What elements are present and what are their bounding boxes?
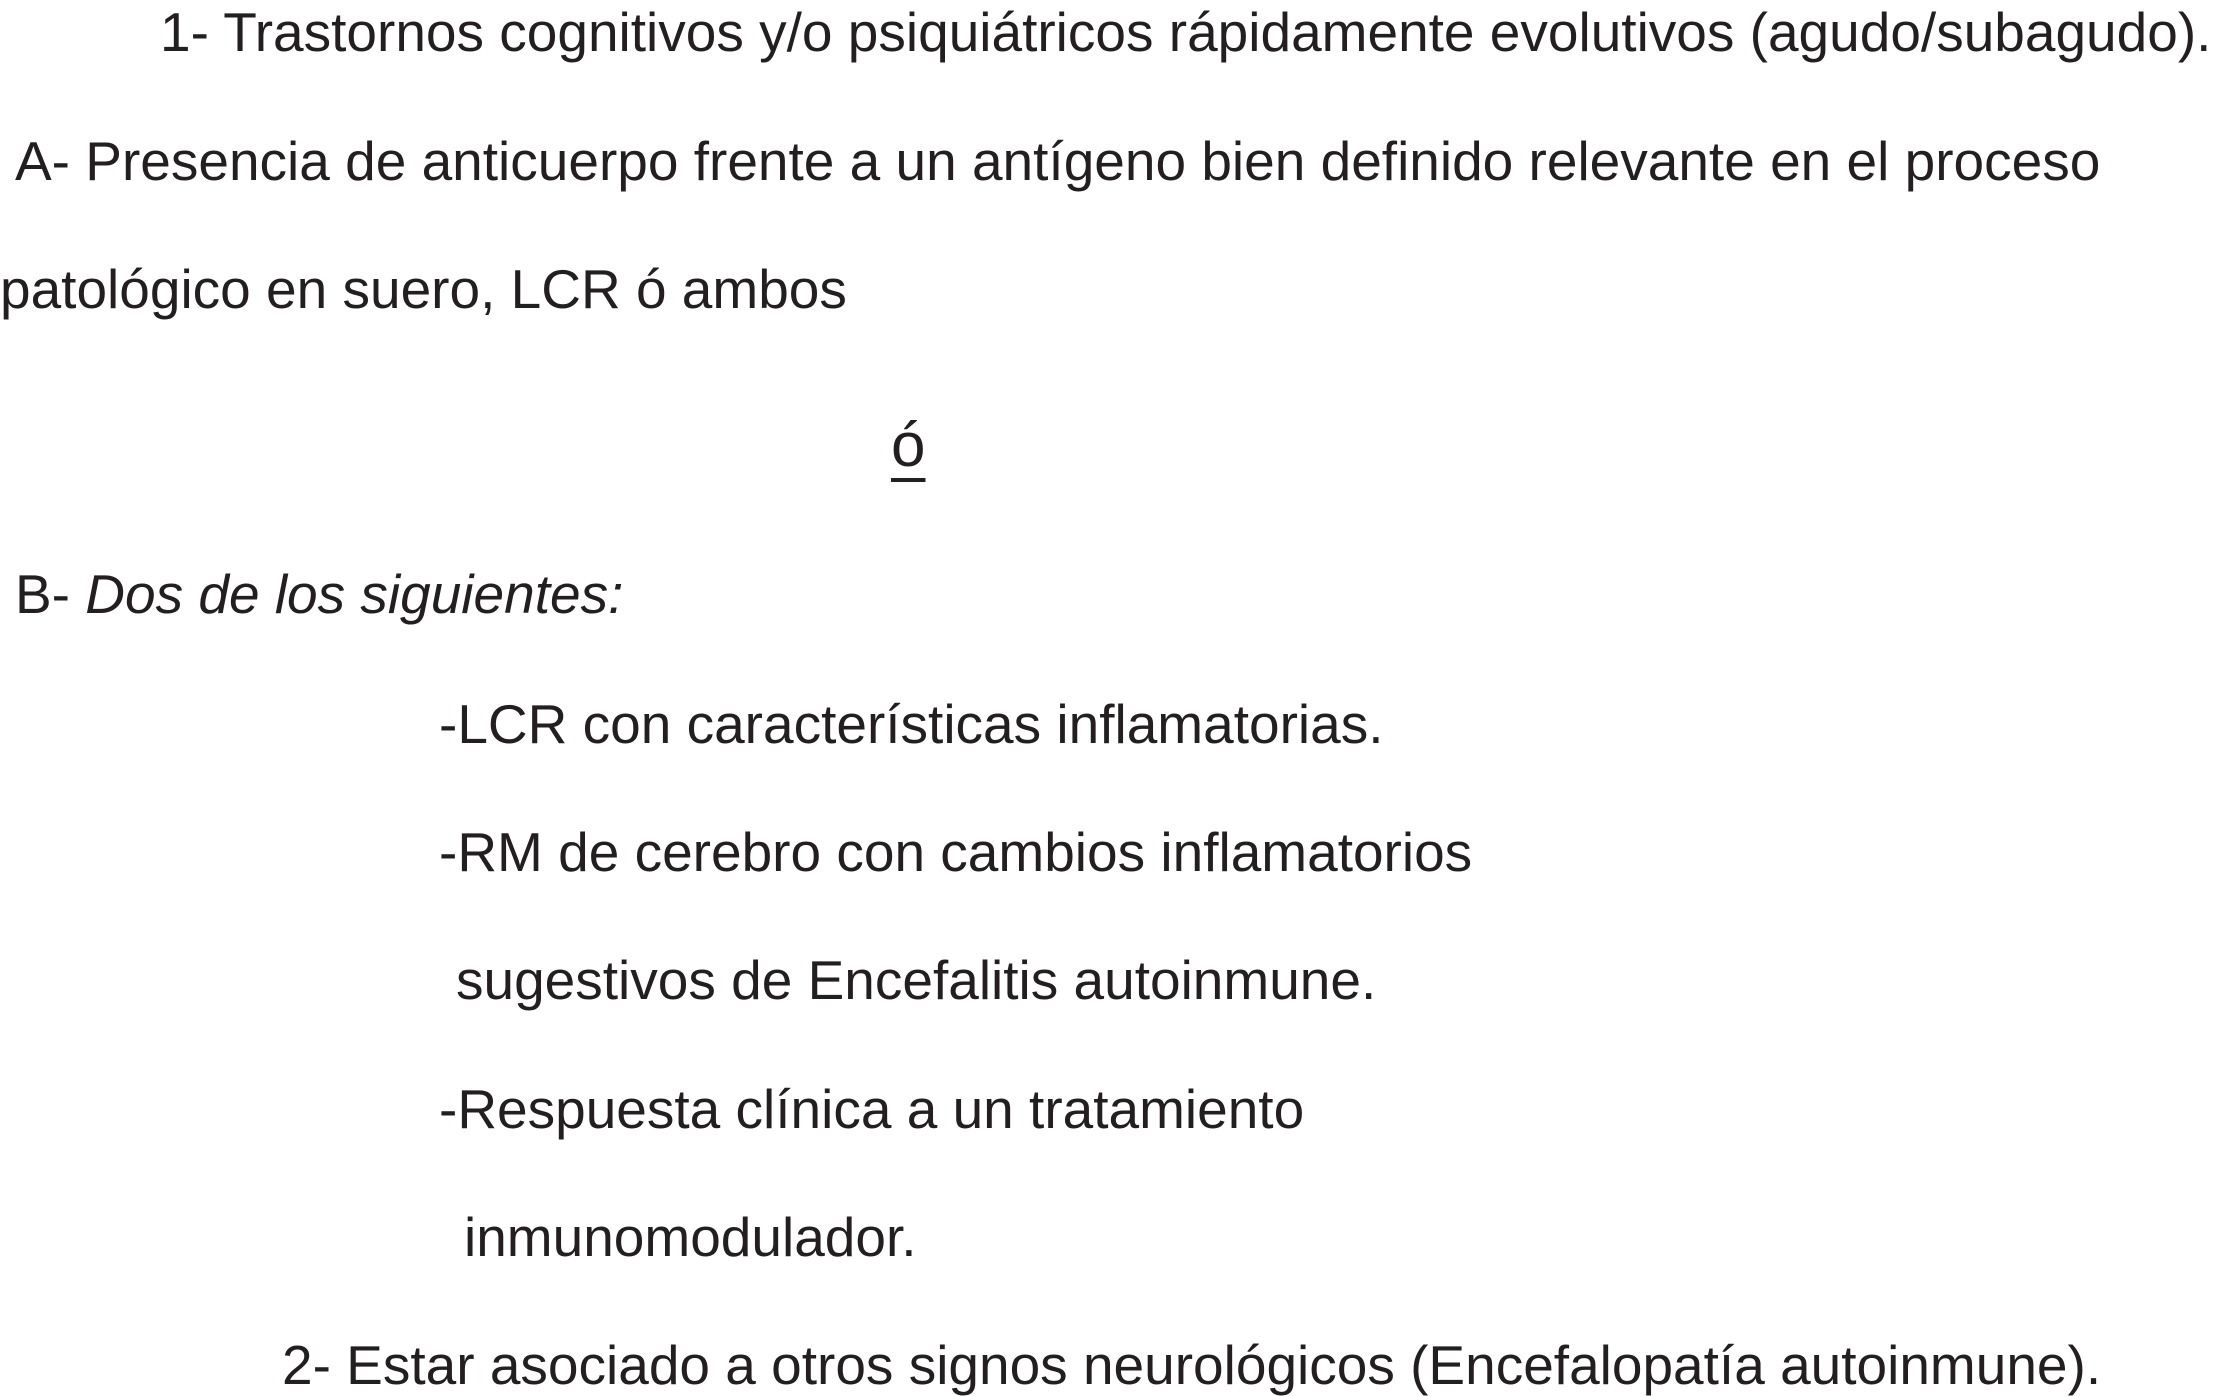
criterion-2-text: 2- Estar asociado a otros signos neurológicos (Encefalopatía autoinmune). bbox=[282, 1334, 2102, 1396]
criterion-a-continuation: patológico en suero, LCR ó ambos bbox=[0, 258, 847, 320]
or-separator: ó bbox=[891, 411, 926, 480]
criterion-a-text: A- Presencia de anticuerpo frente a un antígeno bien definido relevante en el proceso bbox=[15, 130, 2101, 192]
criterion-b-item-rm-continuation: sugestivos de Encefalitis autoinmune. bbox=[456, 949, 1377, 1011]
criterion-b-item-response: -Respuesta clínica a un tratamiento bbox=[439, 1078, 1305, 1140]
criterion-b-prefix: B- bbox=[15, 563, 86, 625]
criterion-1-text: 1- Trastornos cognitivos y/o psiquiátricos rápidamente evolutivos (agudo/subagudo). bbox=[160, 1, 2212, 63]
criterion-b-italic-label: Dos de los siguientes: bbox=[85, 563, 624, 625]
criterion-b-heading bbox=[15, 563, 624, 625]
criterion-b-item-rm: -RM de cerebro con cambios inflamatorios bbox=[439, 821, 1473, 883]
criterion-b-item-lcr: -LCR con características inflamatorias. bbox=[439, 693, 1384, 755]
criterion-b-item-response-continuation: inmunomodulador. bbox=[464, 1206, 917, 1268]
